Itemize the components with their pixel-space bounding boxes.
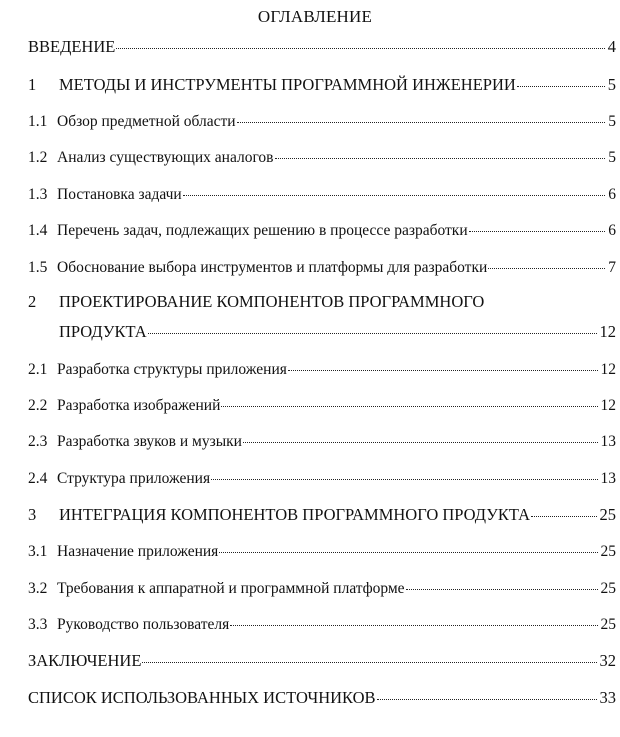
- toc-entry-label: Структура приложения: [57, 470, 211, 487]
- toc-entry-references[interactable]: [28, 689, 616, 707]
- toc-page-number: 33: [599, 688, 616, 707]
- toc-leader-dots: [142, 662, 596, 663]
- toc-leader-dots: [275, 158, 606, 159]
- toc-entry-2-2[interactable]: [28, 397, 616, 415]
- toc-entry-label: Постановка задачи: [57, 186, 182, 203]
- toc-title: ОГЛАВЛЕНИЕ: [257, 7, 373, 26]
- toc-page-number: 4: [607, 37, 616, 56]
- toc-entry-number: 1.5: [28, 259, 48, 276]
- toc-leader-dots: [230, 625, 597, 626]
- toc-page-number: 7: [608, 259, 616, 276]
- toc-entry-2-1[interactable]: [28, 361, 616, 379]
- toc-entry-conclusion[interactable]: [28, 652, 616, 670]
- toc-leader-dots: [116, 48, 604, 49]
- toc-leader-dots: [469, 231, 606, 232]
- toc-entry-3-3[interactable]: [28, 616, 616, 634]
- toc-entry-label: Обзор предметной области: [57, 113, 236, 130]
- toc-entry-label: Обоснование выбора инструментов и платформы для разработки: [57, 259, 488, 276]
- toc-entry-number: 1: [28, 75, 37, 94]
- toc-entry-3-1[interactable]: [28, 543, 616, 561]
- toc-entry-number: 3.1: [28, 543, 48, 560]
- toc-page-number: 6: [608, 222, 616, 239]
- toc-entry-label: ПРОЕКТИРОВАНИЕ КОМПОНЕНТОВ ПРОГРАММНОГО: [59, 292, 485, 311]
- toc-page-number: 25: [600, 580, 616, 597]
- toc-entry-number: 1.1: [28, 113, 48, 130]
- toc-entry-label: Руководство пользователя: [57, 616, 230, 633]
- toc-leader-dots: [406, 589, 598, 590]
- toc-page-number: 32: [599, 651, 616, 670]
- toc-page-number: 12: [599, 322, 616, 341]
- toc-entry-chapter-2-continuation[interactable]: [59, 323, 616, 341]
- toc-entry-1-2[interactable]: [28, 149, 616, 167]
- toc-page-number: 25: [600, 543, 616, 560]
- toc-leader-dots: [517, 86, 605, 87]
- toc-entry-label: ВВЕДЕНИЕ: [28, 37, 116, 56]
- toc-entry-1-1[interactable]: [28, 113, 616, 131]
- toc-page-number: 5: [608, 149, 616, 166]
- toc-entry-number: 3: [28, 505, 37, 524]
- toc-page-number: 13: [600, 433, 616, 450]
- toc-page-number: 12: [600, 361, 616, 378]
- toc-leader-dots: [221, 406, 597, 407]
- toc-entry-3-2[interactable]: [28, 580, 616, 598]
- toc-entry-label: ИНТЕГРАЦИЯ КОМПОНЕНТОВ ПРОГРАММНОГО ПРОДУКТА: [59, 505, 531, 524]
- toc-page-number: 25: [600, 616, 616, 633]
- toc-entry-label: СПИСОК ИСПОЛЬЗОВАННЫХ ИСТОЧНИКОВ: [28, 688, 376, 707]
- toc-leader-dots: [377, 699, 597, 700]
- toc-entry-1-3[interactable]: [28, 186, 616, 204]
- toc-leader-dots: [488, 268, 605, 269]
- toc-entry-label: Разработка структуры приложения: [57, 361, 287, 378]
- toc-entry-label: ЗАКЛЮЧЕНИЕ: [28, 651, 142, 670]
- toc-entry-number: 2.2: [28, 397, 48, 414]
- toc-leader-dots: [183, 195, 606, 196]
- toc-page-number: 25: [599, 505, 616, 524]
- toc-leader-dots: [531, 516, 596, 517]
- toc-entry-label: Разработка изображений: [57, 397, 221, 414]
- toc-entry-chapter-2[interactable]: [28, 293, 616, 311]
- toc-leader-dots: [219, 552, 597, 553]
- toc-entry-number: 2.1: [28, 361, 48, 378]
- toc-entry-label: Назначение приложения: [57, 543, 219, 560]
- toc-entry-label: Перечень задач, подлежащих решению в процессе разработки: [57, 222, 468, 239]
- toc-entry-number: 1.3: [28, 186, 48, 203]
- toc-entry-chapter-3[interactable]: [28, 506, 616, 524]
- toc-entry-number: 1.2: [28, 149, 48, 166]
- toc-leader-dots: [148, 333, 597, 334]
- toc-entry-label: Требования к аппаратной и программной платформе: [57, 580, 405, 597]
- toc-entry-number: 2.4: [28, 470, 48, 487]
- toc-entry-label-continuation: ПРОДУКТА: [59, 322, 147, 341]
- toc-entry-label: МЕТОДЫ И ИНСТРУМЕНТЫ ПРОГРАММНОЙ ИНЖЕНЕРИИ: [59, 75, 516, 94]
- toc-entry-label: Разработка звуков и музыки: [57, 433, 242, 450]
- toc-page-number: 5: [607, 75, 616, 94]
- toc-page-number: 5: [608, 113, 616, 130]
- toc-leader-dots: [237, 122, 606, 123]
- toc-entry-number: 2: [28, 292, 37, 311]
- toc-entry-chapter-1[interactable]: [28, 76, 616, 94]
- toc-entry-number: 1.4: [28, 222, 48, 239]
- toc-leader-dots: [243, 442, 598, 443]
- toc-page-number: 13: [600, 470, 616, 487]
- toc-page-number: 6: [608, 186, 616, 203]
- toc-page-number: 12: [600, 397, 616, 414]
- toc-entry-number: 3.3: [28, 616, 48, 633]
- toc-entry-2-4[interactable]: [28, 470, 616, 488]
- toc-entry-number: 3.2: [28, 580, 48, 597]
- toc-entry-label: Анализ существующих аналогов: [57, 149, 274, 166]
- toc-entry-1-5[interactable]: [28, 259, 616, 277]
- toc-leader-dots: [288, 370, 598, 371]
- toc-entry-introduction[interactable]: [28, 38, 616, 56]
- toc-entry-1-4[interactable]: [28, 222, 616, 240]
- toc-entry-2-3[interactable]: [28, 433, 616, 451]
- toc-leader-dots: [211, 479, 597, 480]
- toc-entry-number: 2.3: [28, 433, 48, 450]
